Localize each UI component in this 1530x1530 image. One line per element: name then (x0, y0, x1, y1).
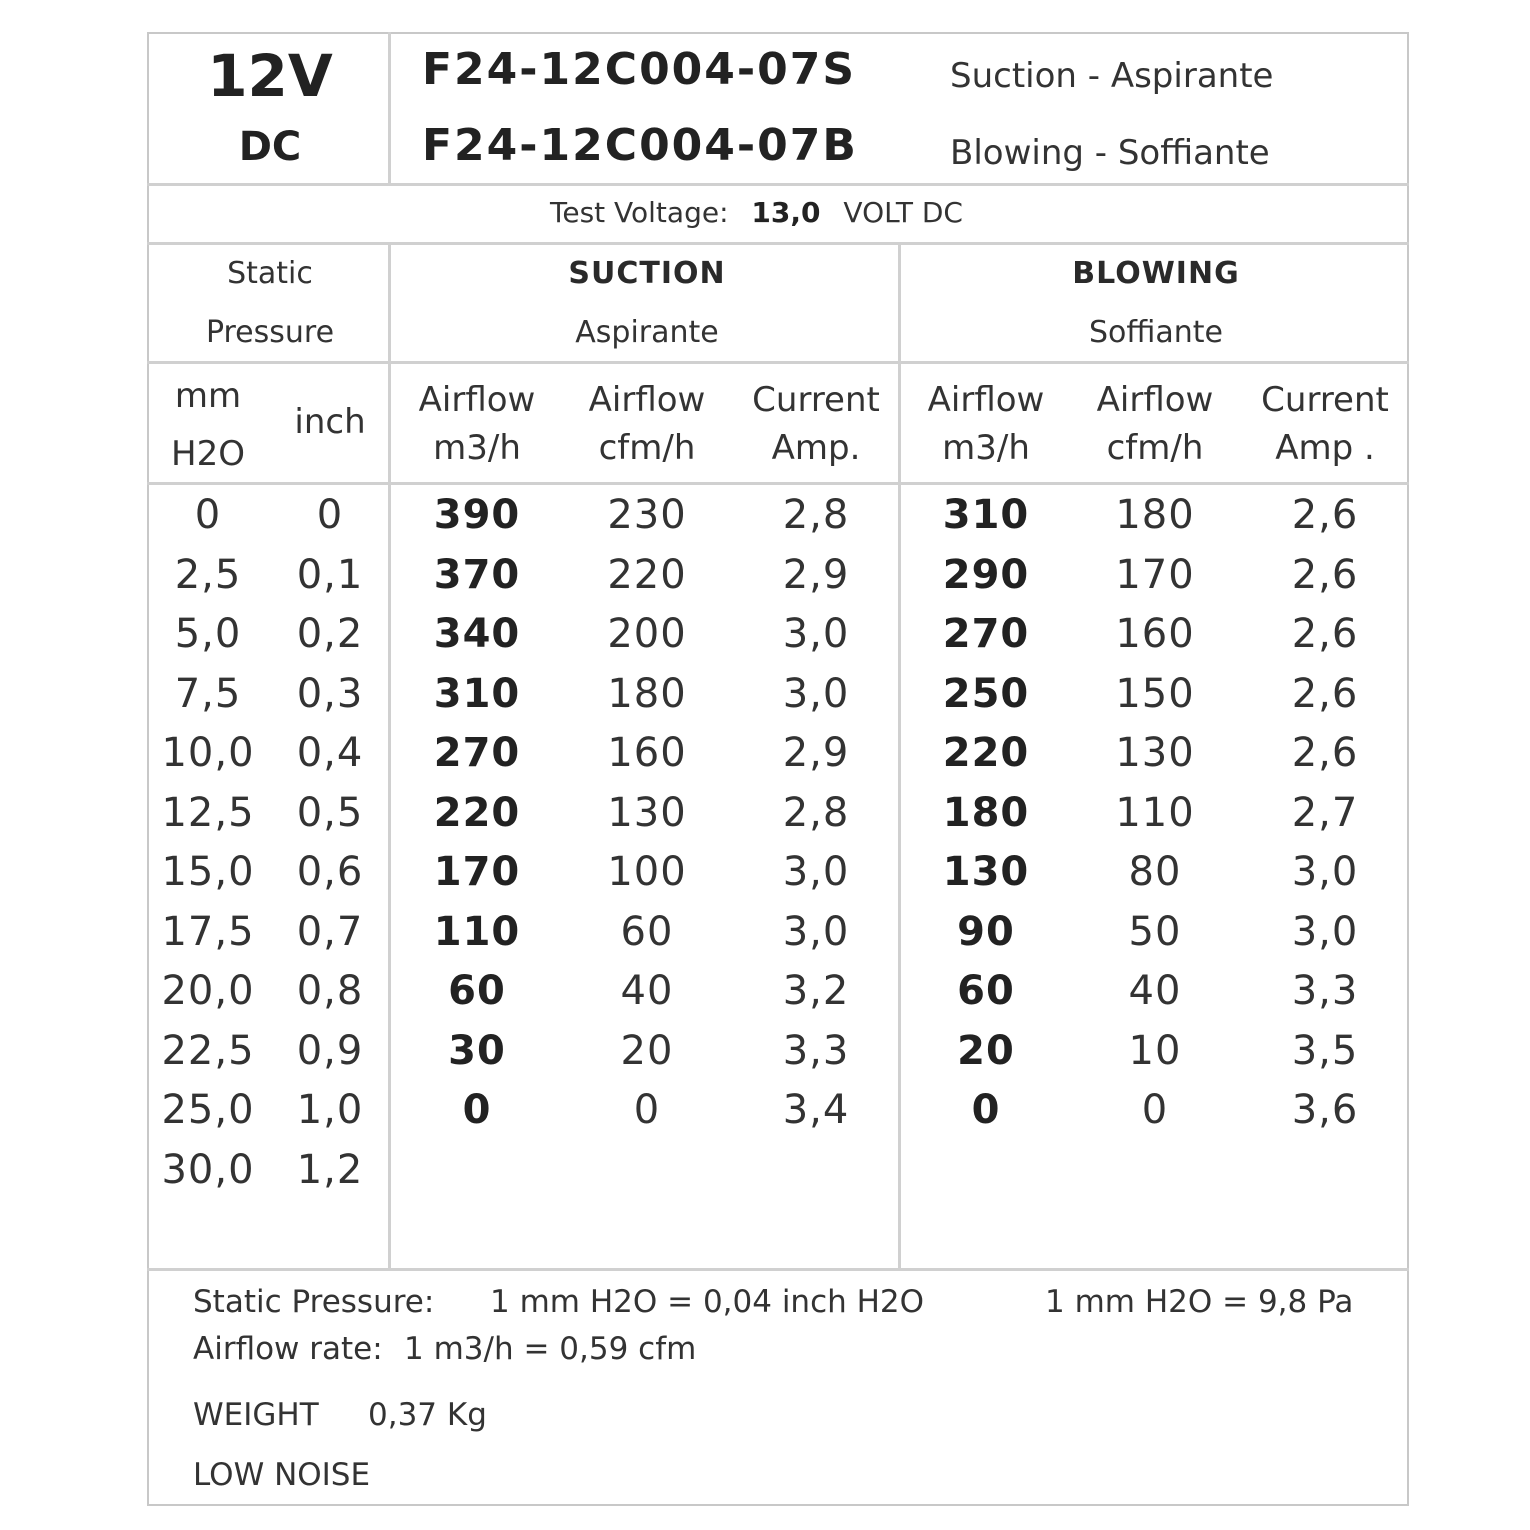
cell-blowing-amp: 2,6 (1291, 552, 1359, 598)
note-static-pressure-conversion: 1 mm H2O = 0,04 inch H2O (490, 1284, 925, 1320)
col-header-line1: Current (752, 380, 880, 420)
cell-suction-amp: 2,8 (782, 790, 850, 836)
cell-inch: 0,8 (296, 968, 364, 1014)
cell-inch: 0 (316, 492, 344, 538)
cell-blowing-m3h: 0 (971, 1087, 1001, 1133)
cell-inch: 1,2 (296, 1147, 364, 1193)
cell-suction-cfm: 230 (607, 492, 687, 538)
divider-static-column (388, 243, 391, 1269)
cell-blowing-amp: 3,0 (1291, 849, 1359, 895)
cell-suction-m3h: 60 (448, 968, 506, 1014)
cell-inch: 0,2 (296, 611, 364, 657)
cell-blowing-cfm: 110 (1115, 790, 1195, 836)
cell-mm-h2o: 15,0 (161, 849, 255, 895)
cell-suction-amp: 3,2 (782, 968, 850, 1014)
cell-mm-h2o: 7,5 (174, 671, 242, 717)
divider-test-voltage (147, 242, 1409, 245)
col-header-line1: Airflow (927, 380, 1045, 420)
note-low-noise: LOW NOISE (193, 1457, 371, 1493)
cell-suction-amp: 3,0 (782, 611, 850, 657)
col-header-line2: cfm/h (598, 428, 696, 468)
col-header-mm-line2: H2O (171, 434, 245, 474)
group-static-line2: Pressure (205, 315, 335, 350)
col-header-line1: Current (1261, 380, 1389, 420)
cell-suction-amp: 3,4 (782, 1087, 850, 1133)
col-header-suction-amp (752, 376, 880, 472)
cell-blowing-cfm: 170 (1115, 552, 1195, 598)
cell-suction-m3h: 110 (433, 909, 521, 955)
col-header-mm (171, 372, 245, 478)
cell-suction-cfm: 60 (620, 909, 674, 955)
cell-blowing-m3h: 270 (942, 611, 1030, 657)
divider-column-headers (147, 482, 1409, 485)
cell-suction-amp: 2,9 (782, 730, 850, 776)
test-voltage-unit: VOLT DC (843, 196, 963, 229)
cell-suction-amp: 3,0 (782, 909, 850, 955)
cell-suction-m3h: 220 (433, 790, 521, 836)
note-pascal-conversion: 1 mm H2O = 9,8 Pa (1045, 1284, 1354, 1320)
col-header-suction-m3h (419, 376, 536, 472)
cell-suction-m3h: 170 (433, 849, 521, 895)
cell-suction-amp: 3,3 (782, 1028, 850, 1074)
cell-blowing-amp: 2,6 (1291, 671, 1359, 717)
cell-mm-h2o: 17,5 (161, 909, 255, 955)
test-voltage-value: 13,0 (751, 196, 821, 229)
cell-suction-cfm: 180 (607, 671, 687, 717)
cell-inch: 0,5 (296, 790, 364, 836)
cell-suction-cfm: 200 (607, 611, 687, 657)
test-voltage-label: Test Voltage: (550, 196, 729, 229)
cell-suction-cfm: 130 (607, 790, 687, 836)
col-header-mm-line1: mm (174, 376, 242, 416)
col-header-line1: Airflow (418, 380, 536, 420)
col-header-suction-cfm (589, 376, 706, 472)
cell-suction-m3h: 0 (462, 1087, 492, 1133)
cell-blowing-m3h: 20 (957, 1028, 1015, 1074)
col-header-line2: cfm/h (1106, 428, 1204, 468)
cell-mm-h2o: 20,0 (161, 968, 255, 1014)
cell-blowing-m3h: 60 (957, 968, 1015, 1014)
group-suction-title: SUCTION (568, 256, 726, 291)
cell-suction-cfm: 160 (607, 730, 687, 776)
cell-blowing-amp: 2,7 (1291, 790, 1359, 836)
cell-blowing-m3h: 180 (942, 790, 1030, 836)
cell-blowing-m3h: 290 (942, 552, 1030, 598)
cell-inch: 0,1 (296, 552, 364, 598)
cell-mm-h2o: 0 (194, 492, 222, 538)
cell-mm-h2o: 10,0 (161, 730, 255, 776)
note-weight-label: WEIGHT (193, 1397, 319, 1433)
cell-inch: 1,0 (296, 1087, 364, 1133)
divider-header (147, 183, 1409, 186)
col-header-blowing-amp (1261, 376, 1389, 472)
cell-suction-cfm: 0 (633, 1087, 661, 1133)
cell-blowing-cfm: 150 (1115, 671, 1195, 717)
cell-blowing-m3h: 250 (942, 671, 1030, 717)
col-header-blowing-cfm (1097, 376, 1214, 472)
col-header-line2: Amp. (771, 428, 861, 468)
current-type-label: DC (238, 124, 302, 170)
cell-suction-cfm: 220 (607, 552, 687, 598)
voltage-label: 12V (207, 42, 333, 110)
cell-blowing-amp: 2,6 (1291, 730, 1359, 776)
cell-blowing-cfm: 0 (1141, 1087, 1169, 1133)
cell-inch: 0,6 (296, 849, 364, 895)
cell-mm-h2o: 25,0 (161, 1087, 255, 1133)
cell-blowing-cfm: 180 (1115, 492, 1195, 538)
cell-blowing-cfm: 40 (1128, 968, 1182, 1014)
col-header-line2: m3/h (433, 428, 521, 468)
cell-suction-amp: 2,8 (782, 492, 850, 538)
col-header-line2: Amp . (1275, 428, 1375, 468)
group-static-line1: Static (227, 256, 313, 291)
note-airflow-label: Airflow rate: (193, 1331, 383, 1367)
cell-blowing-m3h: 130 (942, 849, 1030, 895)
note-static-pressure-label: Static Pressure: (193, 1284, 435, 1320)
divider-notes (147, 1268, 1409, 1271)
cell-blowing-amp: 2,6 (1291, 611, 1359, 657)
cell-blowing-amp: 2,6 (1291, 492, 1359, 538)
cell-mm-h2o: 2,5 (174, 552, 242, 598)
cell-inch: 0,9 (296, 1028, 364, 1074)
cell-mm-h2o: 22,5 (161, 1028, 255, 1074)
group-suction-subtitle: Aspirante (575, 315, 719, 350)
group-blowing-title: BLOWING (1072, 256, 1240, 291)
cell-blowing-cfm: 80 (1128, 849, 1182, 895)
cell-blowing-amp: 3,6 (1291, 1087, 1359, 1133)
cell-suction-amp: 3,0 (782, 849, 850, 895)
cell-mm-h2o: 30,0 (161, 1147, 255, 1193)
cell-blowing-amp: 3,5 (1291, 1028, 1359, 1074)
col-header-line1: Airflow (588, 380, 706, 420)
cell-blowing-cfm: 10 (1128, 1028, 1182, 1074)
cell-suction-cfm: 100 (607, 849, 687, 895)
cell-suction-m3h: 310 (433, 671, 521, 717)
cell-suction-m3h: 370 (433, 552, 521, 598)
test-voltage (550, 196, 963, 229)
cell-suction-m3h: 340 (433, 611, 521, 657)
model-mode-blowing: Blowing - Soffiante (950, 133, 1270, 173)
cell-suction-cfm: 20 (620, 1028, 674, 1074)
cell-blowing-m3h: 310 (942, 492, 1030, 538)
col-header-line1: Airflow (1096, 380, 1214, 420)
cell-suction-m3h: 270 (433, 730, 521, 776)
model-code-suction: F24-12C004-07S (422, 44, 857, 95)
cell-suction-m3h: 30 (448, 1028, 506, 1074)
cell-inch: 0,7 (296, 909, 364, 955)
cell-suction-amp: 3,0 (782, 671, 850, 717)
cell-blowing-cfm: 130 (1115, 730, 1195, 776)
col-header-line2: m3/h (942, 428, 1030, 468)
cell-inch: 0,3 (296, 671, 364, 717)
cell-mm-h2o: 5,0 (174, 611, 242, 657)
cell-blowing-amp: 3,0 (1291, 909, 1359, 955)
divider-header-vertical (388, 32, 391, 184)
cell-mm-h2o: 12,5 (161, 790, 255, 836)
cell-blowing-m3h: 220 (942, 730, 1030, 776)
divider-suction-blowing (898, 243, 901, 1269)
cell-suction-m3h: 390 (433, 492, 521, 538)
cell-blowing-cfm: 50 (1128, 909, 1182, 955)
model-code-blowing: F24-12C004-07B (422, 120, 858, 171)
model-mode-suction: Suction - Aspirante (950, 56, 1274, 96)
note-airflow-conversion: 1 m3/h = 0,59 cfm (404, 1331, 697, 1367)
note-weight-value: 0,37 Kg (368, 1397, 487, 1433)
cell-blowing-cfm: 160 (1115, 611, 1195, 657)
cell-inch: 0,4 (296, 730, 364, 776)
col-header-blowing-m3h (928, 376, 1045, 472)
cell-blowing-m3h: 90 (957, 909, 1015, 955)
cell-blowing-amp: 3,3 (1291, 968, 1359, 1014)
col-header-inch: inch (294, 402, 366, 442)
cell-suction-amp: 2,9 (782, 552, 850, 598)
group-blowing-subtitle: Soffiante (1088, 315, 1224, 350)
cell-suction-cfm: 40 (620, 968, 674, 1014)
divider-groups (147, 361, 1409, 364)
